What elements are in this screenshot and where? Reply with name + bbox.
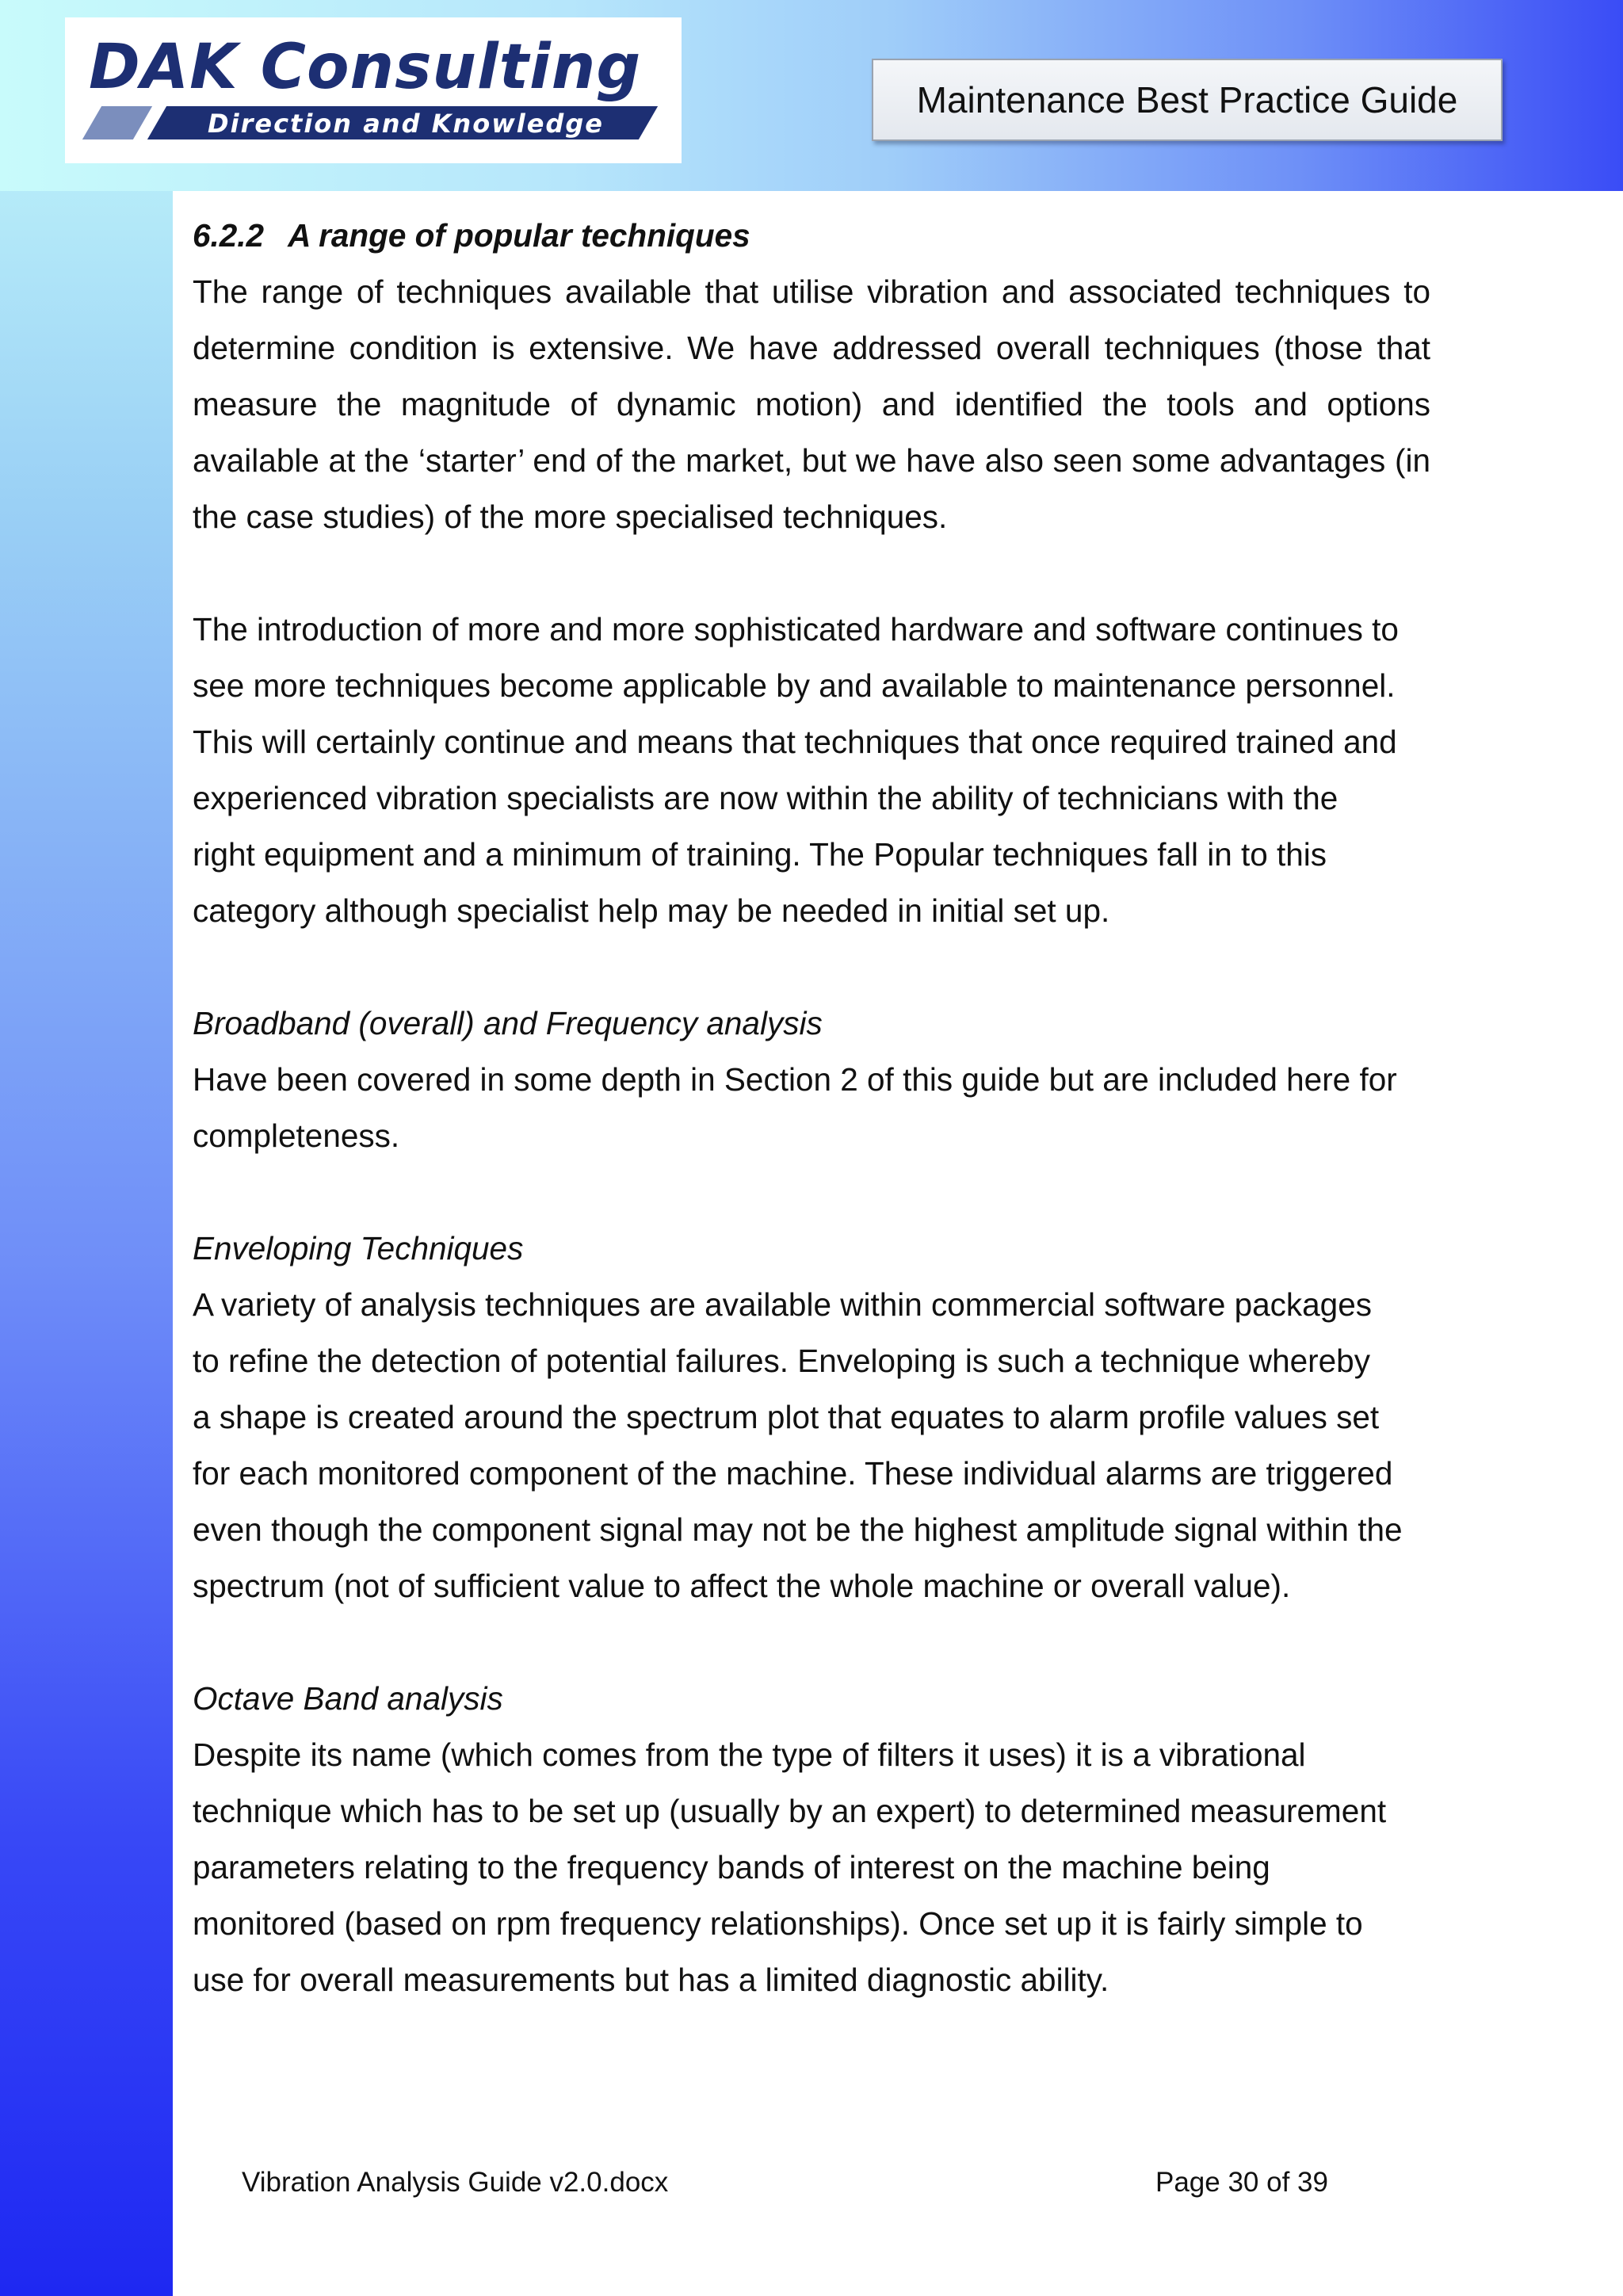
intro-paragraph-2-line: category although specialist help may be needed in initial set up.: [193, 892, 1110, 929]
company-logo: [65, 17, 682, 163]
intro-paragraph-2-line: experienced vibration specialists are now within the ability of technicians with the: [193, 780, 1338, 816]
enveloping-line: a shape is created around the spectrum plot that equates to alarm profile values set: [193, 1399, 1380, 1435]
enveloping-line: even though the component signal may not be the highest amplitude signal within the: [193, 1511, 1403, 1548]
enveloping-line: for each monitored component of the machine. These individual alarms are triggered: [193, 1455, 1393, 1492]
enveloping-line: to refine the detection of potential failures. Enveloping is such a technique whereby: [193, 1343, 1370, 1379]
octave-line: parameters relating to the frequency bands of interest on the machine being: [193, 1849, 1270, 1885]
page-content: [193, 208, 1430, 2008]
section-heading: [193, 208, 1430, 264]
broadband-line: completeness.: [193, 1117, 400, 1154]
broadband-line: Have been covered in some depth in Section 2 of this guide but are included here for: [193, 1061, 1397, 1098]
enveloping-line: spectrum (not of sufficient value to affect the whole machine or overall value).: [193, 1568, 1291, 1604]
octave-line: monitored (based on rpm frequency relationships). Once set up it is fairly simple to: [193, 1905, 1363, 1942]
side-gradient-band: [0, 0, 173, 2296]
intro-paragraph-2-line: The introduction of more and more sophisticated hardware and software continues to: [193, 611, 1399, 648]
broadband-subheading: Broadband (overall) and Frequency analysis: [193, 1005, 823, 1041]
logo-tagline: Direction and Knowledge: [208, 109, 604, 139]
footer-filename: Vibration Analysis Guide v2.0.docx: [242, 2167, 669, 2198]
section-title: A range of popular techniques: [288, 217, 750, 254]
intro-paragraph-2-line: This will certainly continue and means that techniques that once required trained and: [193, 724, 1397, 760]
intro-paragraph-2-line: see more techniques become applicable by and available to maintenance personnel.: [193, 667, 1396, 704]
enveloping-line: A variety of analysis techniques are available within commercial software packages: [193, 1286, 1372, 1323]
octave-subheading: Octave Band analysis: [193, 1680, 503, 1717]
intro-paragraph-1: The range of techniques available that utilise vibration and associated techniques to determine condition is extensive. We have addressed overall techniques (those that measure the magnitude of dynamic motion) and identified the tools and options available at the ‘starter’ end of the market, but we have also seen some advantages (in the case studies) of the more specialised techniques.: [193, 273, 1430, 535]
guide-title-box: Maintenance Best Practice Guide: [872, 59, 1503, 141]
intro-paragraph-2-line: right equipment and a minimum of training. The Popular techniques fall in to this: [193, 836, 1327, 873]
enveloping-subheading: Enveloping Techniques: [193, 1230, 524, 1266]
octave-line: technique which has to be set up (usually by an expert) to determined measurement: [193, 1793, 1387, 1829]
logo-title: DAK Consulting: [89, 32, 642, 103]
section-number: 6.2.2: [193, 217, 265, 254]
footer-page-number: Page 30 of 39: [1155, 2167, 1328, 2198]
octave-line: use for overall measurements but has a limited diagnostic ability.: [193, 1962, 1109, 1998]
logo-accent-slash: [82, 106, 152, 139]
octave-line: Despite its name (which comes from the type of filters it uses) it is a vibrational: [193, 1736, 1306, 1773]
